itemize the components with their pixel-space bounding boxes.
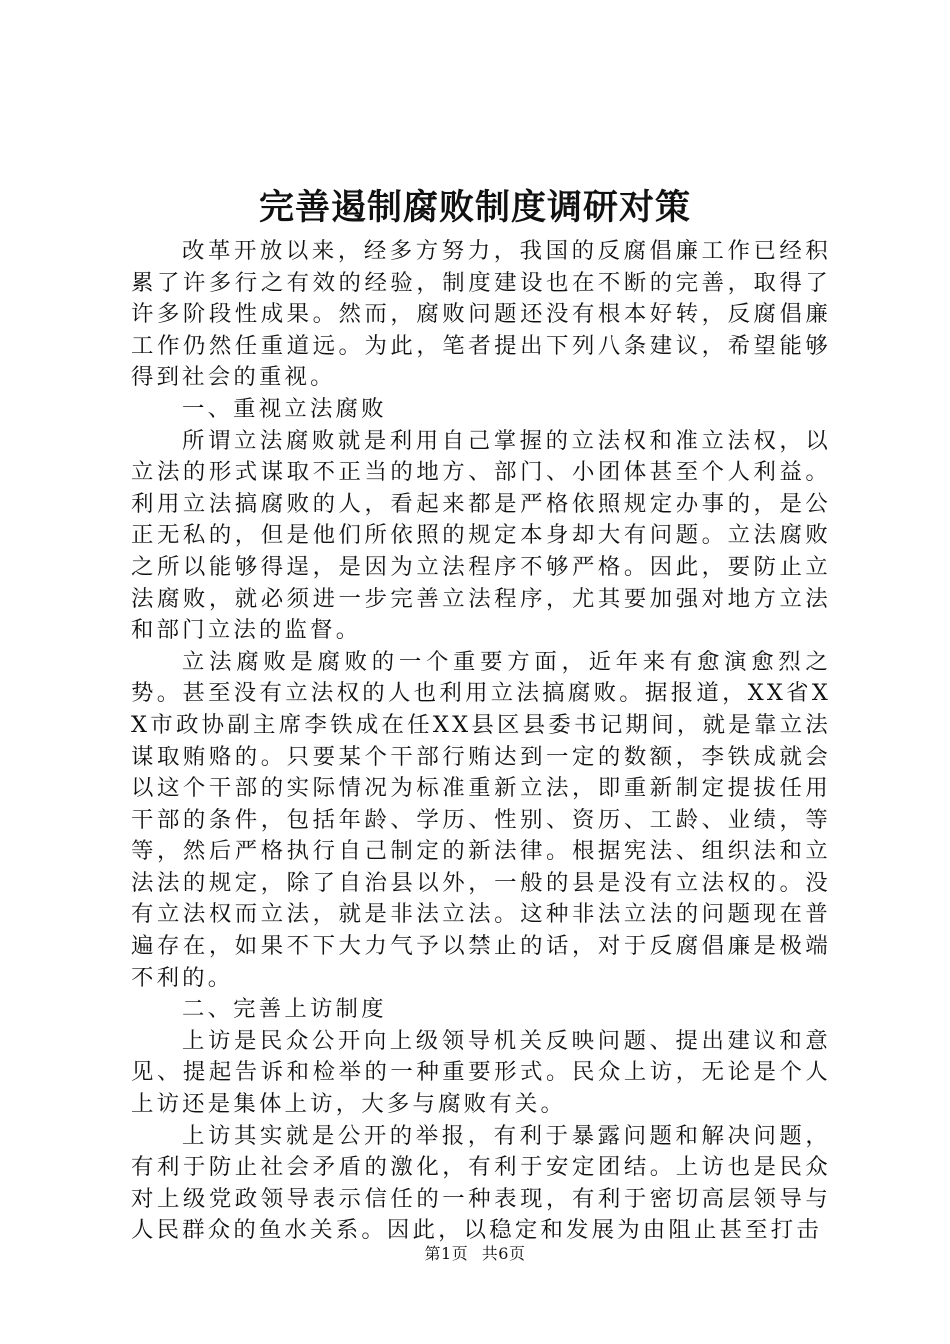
section-heading-1: 一、重视立法腐败 [182,395,387,422]
page-number: 第1页 [424,1244,469,1263]
paragraph: 立法腐败是腐败的一个重要方面，近年来有愈演愈烈之势。甚至没有立法权的人也利用立法搞腐败。据报道，XX省XX市政协副主席李铁成在任XX县区县委书记期间，就是靠立法谋取贿赂的。只要某个干部行贿达到一定的数额，李铁成就会以这个干部的实际情况为标准重新立法，即重新制定提拔任用干部的条件，包括年龄、学历、性别、资历、工龄、业绩，等等，然后严格执行自己制定的新法律。根据宪法、组织法和立法法的规定，除了自治县以外，一般的县是没有立法权的。没有立法权而立法，就是非法立法。这种非法立法的问题现在普遍存在，如果不下大力气予以禁止的话，对于反腐倡廉是极端不利的。 [131,648,831,991]
paragraph-intro: 改革开放以来，经多方努力，我国的反腐倡廉工作已经积累了许多行之有效的经验，制度建设也在不断的完善，取得了许多阶段性成果。然而，腐败问题还没有根本好转，反腐倡廉工作仍然任重道远。为此，笔者提出下列八条建议，希望能够得到社会的重视。 [131,238,831,391]
paragraph: 上访是民众公开向上级领导机关反映问题、提出建议和意见、提起告诉和检举的一种重要形式。民众上访，无论是个人上访还是集体上访，大多与腐败有关。 [131,1027,831,1118]
section-heading-2: 二、完善上访制度 [182,996,387,1023]
paragraph: 所谓立法腐败就是利用自己掌握的立法权和准立法权，以立法的形式谋取不正当的地方、部门、小团体甚至个人利益。利用立法搞腐败的人，看起来都是严格依照规定办事的，是公正无私的，但是他们所依照的规定本身却大有问题。立法腐败之所以能够得逞，是因为立法程序不够严格。因此，要防止立法腐败，就必须进一步完善立法程序，尤其要加强对地方立法和部门立法的监督。 [131,427,831,644]
document-title: 完善遏制腐败制度调研对策 [258,187,691,228]
page-footer [0,1242,950,1266]
document-body [131,236,831,1247]
paragraph: 上访其实就是公开的举报，有利于暴露问题和解决问题，有利于防止社会矛盾的激化，有利于安定团结。上访也是民众对上级党政领导表示信任的一种表现，有利于密切高层领导与人民群众的鱼水关系。因此，以稳定和发展为由阻止甚至打击 [131,1122,831,1244]
page-total: 共6页 [481,1244,526,1263]
